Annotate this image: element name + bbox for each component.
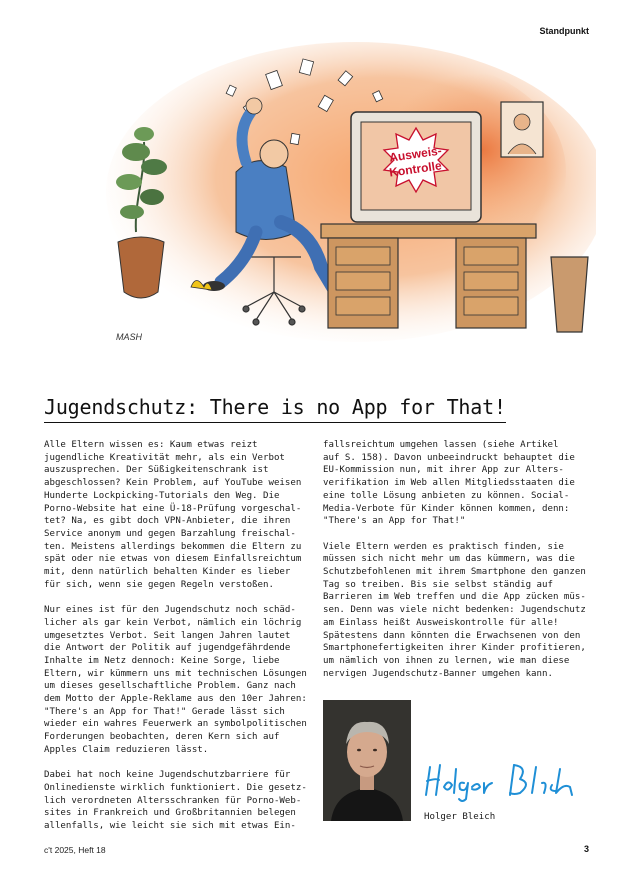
paragraph: Alle Eltern wissen es: Kaum etwas reizt jugendliche Kreativität mehr, als ein Verbot auszusprechen. Der Süßigkeitenschrank ist abgeschlossen? Kein Problem, auf YouTube weisen Hunderte Lockpicking-Tutorials den Weg. Die Porno-Website hat eine Ü-18-Prüfung vorgeschal- tet? Na, es gibt doch VPN-Anbieter, die ihren Service anonym und gegen Barzahlung freischal- ten. Meistens allerdings bekommen die Eltern zu spät oder nie etwas von diesem Einfallsreichtum mit, denn natürlich behalten Kinder es lieber für sich, wenn sie gegen Regeln verstoßen. [44, 440, 302, 590]
picture-frame [501, 102, 543, 157]
author-photo [323, 700, 411, 821]
article-headline: Jugendschutz: There is no App for That! [44, 395, 506, 423]
stamp-text-line2: Kontrolle [388, 158, 443, 180]
paragraph: Nur eines ist für den Jugendschutz noch schäd- licher als gar kein Verbot, nämlich ein löchrig umgesetztes Verbot. Seit langen Jahren lautet die Antwort der Politik auf jugendgefährdende Inhalte im Netz dennoch: Keine Sorge, liebe Eltern, wir kümmern uns mit technischen Lösungen um dieses gesellschaftliche Problem. Ganz nach dem Motto der Apple-Reklame aus den 10er Jahren: "There's an App for That!" Gerade lässt sich wieder ein wahres Feuerwerk an symbolpolitischen Forderungen beobachten, deren Kern sich auf Apples Claim reduzieren lässt. [44, 605, 307, 755]
cartoon-illustration [96, 42, 596, 354]
article-column-right [323, 439, 591, 680]
stamp-text-line1: Ausweis- [388, 143, 443, 165]
article-column-left [44, 439, 312, 833]
issue-info: c't 2025, Heft 18 [44, 845, 106, 855]
section-label: Standpunkt [539, 26, 589, 36]
computer-monitor [351, 112, 481, 222]
paragraph: Dabei hat noch keine Jugendschutzbarriere für Onlinedienste wirklich funktioniert. Die gesetz- lich verordneten Altersschranken für Porno-Web- sites in Frankreich und Großbritannien belegen allenfalls, wie leicht sie sich mit etwas Ein- [44, 770, 307, 832]
paragraph: Viele Eltern werden es praktisch finden, sie müssen sich nicht mehr um das kümmern, was die Schutzbefohlenen mit ihrem Smartphone den ganzen Tag so treiben. Bis sie selbst ständig auf Barrieren im Web treffen und die App zücken müs- sen. Denn was viele nicht bedenken: Jugendschutz am Einlass heißt Ausweiskontrolle für alle! Spätestens dann könnten die Erwachsenen von den Smartphonefertigkeiten ihrer Kinder profitieren, um nämlich von ihnen zu lernen, wie man diese nervigen Jugendschutz-Banner umgehen kann. [323, 541, 586, 679]
trash-bin [551, 257, 588, 332]
artist-signature: MASH [116, 332, 143, 342]
paragraph: fallsreichtum umgehen lassen (siehe Artikel auf S. 158). Davon unbeeindruckt behauptet die EU-Kommission nun, mit ihrer App zur Alters- verifikation im Web allen Mitgliedsstaaten die eine tolle Lösung anbieten zu können. Social- Media-Verbote für Kinder können kommen, denn: "There's an App for That!" [323, 440, 575, 527]
author-name: Holger Bleich [424, 812, 496, 822]
page-number: 3 [583, 844, 589, 854]
author-signature [424, 757, 576, 803]
